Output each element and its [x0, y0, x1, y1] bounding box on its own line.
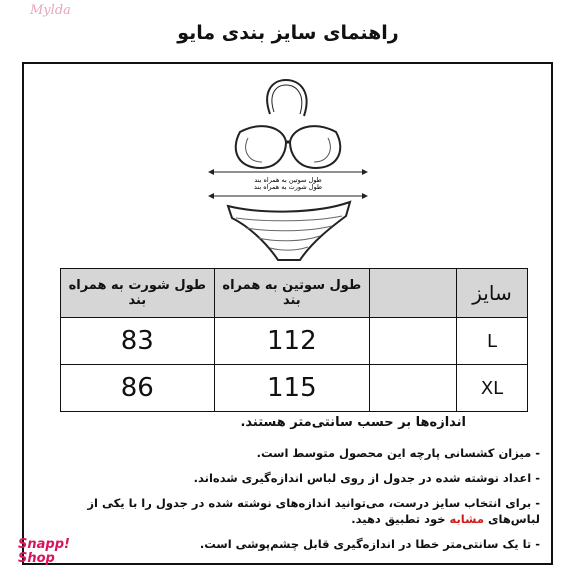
page-title: راهنمای سایز بندی مایو	[177, 22, 399, 44]
header-blank	[370, 269, 457, 318]
swimsuit-illustration	[200, 72, 376, 272]
cell-blank	[370, 318, 457, 365]
cell-bra-length: 115	[214, 365, 369, 412]
note-highlight: مشابه	[449, 512, 484, 526]
header-brief-length: طول شورت به همراه بند	[61, 269, 215, 318]
logo-line1: Snapp!	[18, 537, 70, 552]
list-item	[40, 495, 540, 527]
bra-measure-label: طول سوتین به همراه بند	[254, 176, 322, 184]
note-text: میزان کشسانی پارچه این محصول متوسط است.	[256, 446, 532, 460]
table-row	[61, 365, 528, 412]
cell-brief-length: 83	[61, 318, 215, 365]
cell-size: L	[457, 318, 528, 365]
cell-blank	[370, 365, 457, 412]
list-item	[40, 445, 540, 461]
cell-size: XL	[457, 365, 528, 412]
note-text-after: خود تطبیق دهید.	[351, 512, 450, 526]
note-text: تا یک سانتی‌متر خطا در اندازه‌گیری قابل چشم‌پوشی است.	[199, 537, 532, 551]
table-row	[61, 318, 528, 365]
header-size: سایز	[457, 269, 528, 318]
note-text: اعداد نوشته شده در جدول از روی لباس اندازه‌گیری شده‌اند.	[193, 471, 532, 485]
logo-line2: Shop	[18, 551, 55, 566]
brand-logo: Mylda	[30, 3, 71, 18]
notes-list	[40, 436, 540, 552]
list-item	[40, 470, 540, 486]
unit-note: اندازه‌ها بر حسب سانتی‌متر هستند.	[240, 415, 466, 430]
cell-brief-length: 86	[61, 365, 215, 412]
note-text: برای انتخاب سایز درست، می‌توانید اندازه‌های نوشته شده در جدول را با یکی از لباس‌های	[87, 496, 540, 526]
snapp-shop-logo	[18, 538, 70, 566]
table-header-row	[61, 269, 528, 318]
header-bra-length: طول سوتین به همراه بند	[214, 269, 369, 318]
cell-bra-length: 112	[214, 318, 369, 365]
brief-measure-label: طول شورت به همراه بند	[253, 183, 323, 191]
size-table	[60, 268, 528, 412]
list-item	[40, 536, 540, 552]
